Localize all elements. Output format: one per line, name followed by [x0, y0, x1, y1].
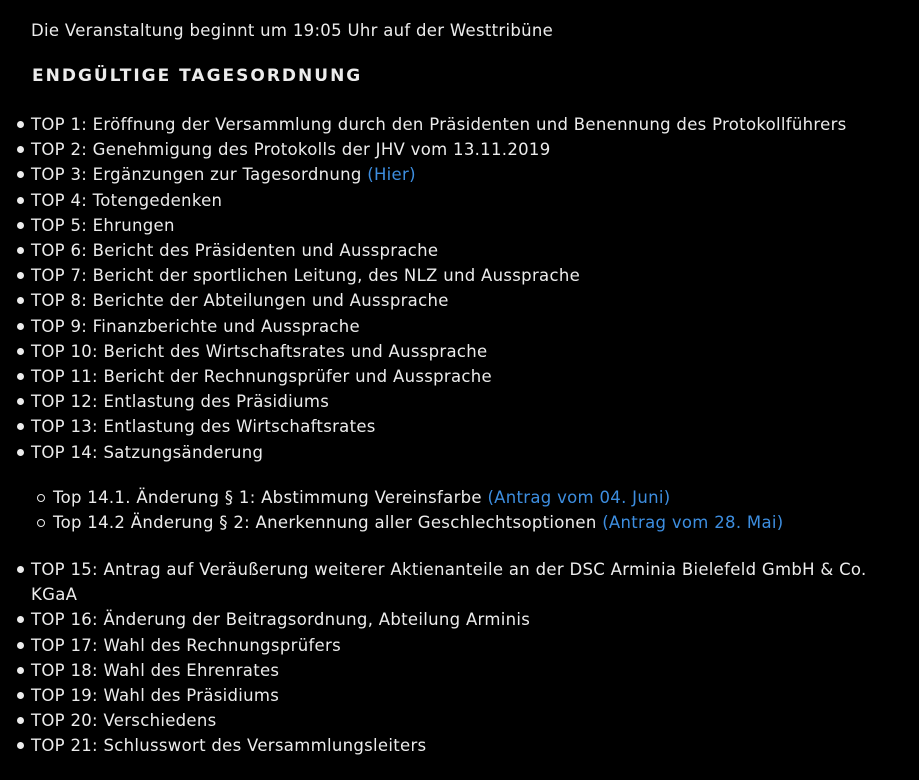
agenda-item-top12: TOP 12: Entlastung des Präsidiums [31, 389, 901, 414]
agenda-subitem-top14-2: Top 14.2 Änderung § 2: Anerkennung aller Geschlechtsoptionen (Antrag vom 28. Mai) [53, 510, 919, 535]
antrag-04-juni-link[interactable]: (Antrag vom 04. Juni) [487, 488, 671, 507]
agenda-item-top7: TOP 7: Bericht der sportlichen Leitung, des NLZ und Aussprache [31, 263, 901, 288]
agenda-item-top9: TOP 9: Finanzberichte und Aussprache [31, 314, 901, 339]
agenda-item-top11: TOP 11: Bericht der Rechnungsprüfer und Aussprache [31, 364, 901, 389]
antrag-28-mai-link[interactable]: (Antrag vom 28. Mai) [602, 513, 784, 533]
agenda-item-top5: TOP 5: Ehrungen [31, 213, 901, 238]
agenda-item-top16: TOP 16: Änderung der Beitragsordnung, Abteilung Arminis [31, 607, 901, 632]
agenda-list-continued [31, 557, 901, 759]
agenda-list [31, 112, 901, 465]
agenda-item-top18: TOP 18: Wahl des Ehrenrates [31, 658, 901, 683]
agenda-sublist-top14 [53, 485, 919, 535]
agenda-item-top3: TOP 3: Ergänzungen zur Tagesordnung (Hier) [31, 162, 901, 187]
agenda-item-top4: TOP 4: Totengedenken [31, 188, 901, 213]
agenda-item-top15: TOP 15: Antrag auf Veräußerung weiterer Aktienanteile an der DSC Arminia Bielefeld GmbH & Co. KGaA [31, 557, 901, 607]
agenda-item-top10: TOP 10: Bericht des Wirtschaftsrates und Aussprache [31, 339, 901, 364]
agenda-item-top6: TOP 6: Bericht des Präsidenten und Aussprache [31, 238, 901, 263]
agenda-item-top2: TOP 2: Genehmigung des Protokolls der JHV vom 13.11.2019 [31, 137, 901, 162]
agenda-item-top20: TOP 20: Verschiedens [31, 708, 901, 733]
agenda-heading: ENDGÜLTIGE TAGESORDNUNG [32, 66, 363, 86]
agenda-subitem-top14-1: Top 14.1. Änderung § 1: Abstimmung Vereinsfarbe (Antrag vom 04. Juni) [53, 485, 919, 510]
agenda-item-top8: TOP 8: Berichte der Abteilungen und Aussprache [31, 288, 901, 313]
agenda-item-top17: TOP 17: Wahl des Rechnungsprüfers [31, 633, 901, 658]
agenda-item-top13: TOP 13: Entlastung des Wirtschaftsrates [31, 414, 901, 439]
agenda-item-top1: TOP 1: Eröffnung der Versammlung durch den Präsidenten und Benennung des Protokollführers [31, 112, 901, 137]
event-intro-text: Die Veranstaltung beginnt um 19:05 Uhr auf der Westtribüne [31, 21, 554, 40]
agenda-item-top14: TOP 14: Satzungsänderung [31, 440, 901, 465]
agenda-item-top21: TOP 21: Schlusswort des Versammlungsleiters [31, 733, 901, 758]
agenda-item-top19: TOP 19: Wahl des Präsidiums [31, 683, 901, 708]
top3-hier-link[interactable]: (Hier) [367, 165, 416, 185]
